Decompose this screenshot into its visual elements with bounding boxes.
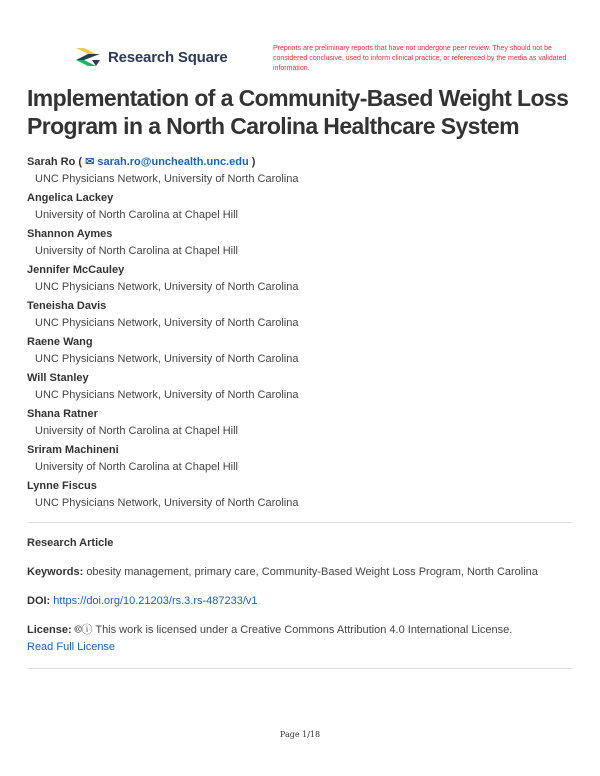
author-affiliation: University of North Carolina at Chapel Hill <box>35 461 238 473</box>
author-list <box>27 154 573 512</box>
email-icon: ✉ <box>85 156 95 168</box>
divider <box>27 668 573 669</box>
author-name: Raene Wang <box>27 336 93 348</box>
author-name: Teneisha Davis <box>27 300 107 312</box>
author-entry <box>27 442 573 476</box>
author-affiliation: UNC Physicians Network, University of North Carolina <box>35 353 299 365</box>
author-entry: Sarah Ro ( ✉ sarah.ro@unchealth.unc.edu ) UNC Physicians Network, University of North Carolina <box>27 154 573 188</box>
author-entry <box>27 334 573 368</box>
author-affiliation: UNC Physicians Network, University of North Carolina <box>35 173 299 185</box>
page-number: Page 1/18 <box>279 730 321 739</box>
author-affiliation: University of North Carolina at Chapel Hill <box>35 209 238 221</box>
author-entry <box>27 190 573 224</box>
author-affiliation: UNC Physicians Network, University of North Carolina <box>35 389 299 401</box>
doi-label: DOI: <box>27 595 51 607</box>
research-square-logo[interactable] <box>74 47 228 67</box>
author-name: Sriram Machineni <box>27 444 119 456</box>
read-full-license-link[interactable]: Read Full License <box>27 641 116 653</box>
author-name: Shana Ratner <box>27 408 98 420</box>
author-entry <box>27 298 573 332</box>
article-type: Research Article <box>27 537 114 549</box>
author-entry <box>27 478 573 512</box>
keywords <box>27 564 573 581</box>
author-name: Jennifer McCauley <box>27 264 125 276</box>
cc-icon: 🅭 <box>74 624 82 636</box>
doi-link[interactable]: https://doi.org/10.21203/rs.3.rs-487233/v1 <box>53 595 258 607</box>
license-text: This work is licensed under a Creative Commons Attribution 4.0 International License. <box>95 624 513 636</box>
author-affiliation: University of North Carolina at Chapel Hill <box>35 245 238 257</box>
cc-by-icon: ⓘ <box>81 624 93 636</box>
research-square-logo-icon <box>74 47 102 67</box>
author-name: Shannon Aymes <box>27 228 113 240</box>
author-affiliation: UNC Physicians Network, University of North Carolina <box>35 281 299 293</box>
preprint-notice: Preprints are preliminary reports that have not undergone peer review. They should not be considered conclusive, used to inform clinical practice, or referenced by the media as validated information. <box>273 45 567 72</box>
divider <box>27 522 573 523</box>
license <box>27 622 573 656</box>
page-header <box>74 44 573 74</box>
author-email-link[interactable]: sarah.ro@unchealth.unc.edu <box>97 156 249 168</box>
author-name: Sarah Ro <box>27 156 76 168</box>
author-entry <box>27 370 573 404</box>
author-name: Will Stanley <box>27 372 89 384</box>
doi <box>27 593 573 610</box>
author-entry <box>27 226 573 260</box>
paper-title: Implementation of a Community-Based Weight Loss Program in a North Carolina Healthcare System <box>27 85 569 139</box>
keywords-text: obesity management, primary care, Community-Based Weight Loss Program, North Carolina <box>86 566 538 578</box>
author-name: Lynne Fiscus <box>27 480 97 492</box>
author-entry <box>27 262 573 296</box>
author-entry <box>27 406 573 440</box>
keywords-label: Keywords: <box>27 566 84 578</box>
author-name: Angelica Lackey <box>27 192 114 204</box>
logo-text: Research Square <box>108 48 228 66</box>
author-affiliation: University of North Carolina at Chapel Hill <box>35 425 238 437</box>
license-label: License: <box>27 624 72 636</box>
author-affiliation: UNC Physicians Network, University of North Carolina <box>35 497 299 509</box>
author-affiliation: UNC Physicians Network, University of North Carolina <box>35 317 299 329</box>
